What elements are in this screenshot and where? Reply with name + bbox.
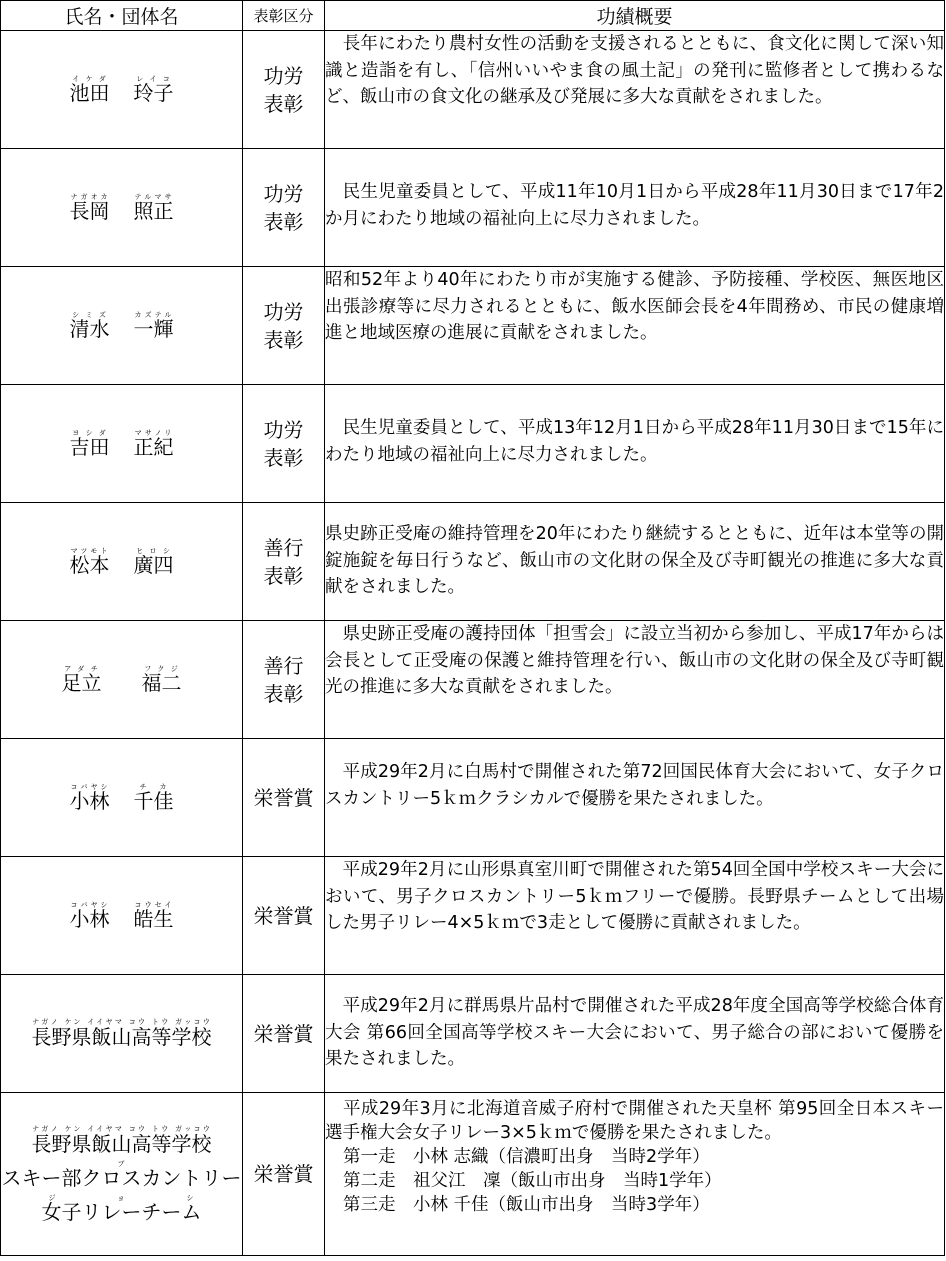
given-name: 照正テルマサ: [133, 192, 174, 223]
relay-member: 第三走 小林 千佳（飯山市出身 当時3学年）: [343, 1195, 710, 1215]
recipient-name: [1, 267, 243, 385]
achievement-summary: 平成29年2月に白馬村で開催された第72回国民体育大会において、女子クロスカントリー5ｋｍクラシカルで優勝を果たされました。: [325, 739, 945, 857]
header-row: [1, 1, 945, 31]
family-name: 小林コバヤシ: [69, 782, 110, 813]
category-column-header: 表彰区分: [243, 1, 325, 31]
family-name: 足立アダチ: [61, 664, 102, 695]
family-name: 松本マツモト: [69, 546, 110, 577]
table-row: [1, 31, 945, 149]
table-row: [1, 975, 945, 1093]
organization-name-line: 長野県飯山高等学校ナガノ ケン イイヤマ コウ トウ ガッコウ: [31, 1124, 212, 1156]
given-name: 福二フクジ: [141, 664, 182, 695]
organization-name: 長野県飯山高等学校ナガノ ケン イイヤマ コウ トウ ガッコウ: [31, 1018, 212, 1049]
achievement-summary: 昭和52年より40年にわたり市が実施する健診、予防接種、学校医、無医地区出張診療等に尽力されるとともに、飯水医師会長を4年間務め、市民の健康増進と地域医療の進展に貢献をされました。: [325, 267, 945, 385]
relay-member: 第一走 小林 志織（信濃町出身 当時2学年）: [343, 1147, 710, 1167]
table-row: [1, 503, 945, 621]
award-category: 善行 表彰: [243, 621, 325, 739]
given-name: 正紀マサノリ: [133, 428, 174, 459]
organization-name-line: 女子リレーチームジョシ: [41, 1193, 202, 1224]
table-row: [1, 267, 945, 385]
given-name: 廣四ヒロシ: [133, 546, 174, 577]
given-name: 千佳チカ: [133, 782, 174, 813]
recipient-name: [1, 857, 243, 975]
award-category: 栄誉賞: [243, 1093, 325, 1256]
recipient-name: [1, 621, 243, 739]
organization-name-line: スキー部クロスカントリーブ: [1, 1159, 242, 1190]
award-category: 功労 表彰: [243, 267, 325, 385]
family-name: 清水シミズ: [69, 310, 110, 341]
recipient-name: [1, 1093, 243, 1256]
summary-column-header: 功績概要: [325, 1, 945, 31]
achievement-summary: 平成29年2月に山形県真室川町で開催された第54回全国中学校スキー大会において、男子クロスカントリー5ｋｍフリーで優勝。長野県チームとして出場した男子リレー4×5ｋｍで3走として優勝に貢献されました。: [325, 857, 945, 975]
award-category: 善行 表彰: [243, 503, 325, 621]
table-row: [1, 739, 945, 857]
achievement-summary: 平成29年3月に北海道音威子府村で開催された天皇杯 第95回全日本スキー選手権大会女子リレー3×5ｋｍで優勝を果たされました。 第一走 小林 志織（信濃町出身 当時2学年） 第二走 祖父江 凜（飯山市出身 当時1学年） 第三走 小林 千佳（飯山市出身 当時3学年）: [325, 1093, 945, 1256]
award-category: 功労 表彰: [243, 385, 325, 503]
recipient-name: [1, 503, 243, 621]
achievement-summary: 民生児童委員として、平成13年12月1日から平成28年11月30日まで15年にわたり地域の福祉向上に尽力されました。: [325, 385, 945, 503]
achievement-summary: 県史跡正受庵の維持管理を20年にわたり継続するとともに、近年は本堂等の開錠施錠を毎日行うなど、飯山市の文化財の保全及び寺町観光の推進に多大な貢献をされました。: [325, 503, 945, 621]
table-row: [1, 621, 945, 739]
recipient-name: [1, 149, 243, 267]
given-name: 玲子レイコ: [133, 74, 174, 105]
relay-member: 第二走 祖父江 凜（飯山市出身 当時1学年）: [343, 1171, 722, 1191]
award-category: 栄誉賞: [243, 739, 325, 857]
table-row: [1, 857, 945, 975]
table-row: [1, 1093, 945, 1256]
name-column-header: 氏名・団体名: [1, 1, 243, 31]
achievement-summary: 県史跡正受庵の護持団体「担雪会」に設立当初から参加し、平成17年からは会長として正受庵の保護と維持管理を行い、飯山市の文化財の保全及び寺町観光の推進に多大な貢献をされました。: [325, 621, 945, 739]
award-category: 栄誉賞: [243, 975, 325, 1093]
family-name: 長岡ナガオカ: [69, 192, 110, 223]
family-name: 池田イケダ: [69, 74, 110, 105]
recipient-name: [1, 975, 243, 1093]
achievement-summary: 長年にわたり農村女性の活動を支援されるとともに、食文化に関して深い知識と造詣を有し、「信州いいやま食の風土記」の発刊に監修者として携わるなど、飯山市の食文化の継承及び発展に多大な貢献をされました。: [325, 31, 945, 149]
achievement-summary: 平成29年2月に群馬県片品村で開催された平成28年度全国高等学校総合体育大会 第66回全国高等学校スキー大会において、男子総合の部において優勝を果たされました。: [325, 975, 945, 1093]
given-name: 一輝カズテル: [133, 310, 174, 341]
given-name: 皓生コウセイ: [133, 900, 174, 931]
family-name: 小林コバヤシ: [69, 900, 110, 931]
family-name: 吉田ヨシダ: [69, 428, 110, 459]
recipient-name: [1, 739, 243, 857]
award-category: 功労 表彰: [243, 31, 325, 149]
recipient-name: [1, 385, 243, 503]
recipient-name: [1, 31, 243, 149]
table-row: [1, 149, 945, 267]
achievement-summary: 民生児童委員として、平成11年10月1日から平成28年11月30日まで17年2か月にわたり地域の福祉向上に尽力されました。: [325, 149, 945, 267]
table-row: [1, 385, 945, 503]
award-category: 栄誉賞: [243, 857, 325, 975]
award-category: 功労 表彰: [243, 149, 325, 267]
